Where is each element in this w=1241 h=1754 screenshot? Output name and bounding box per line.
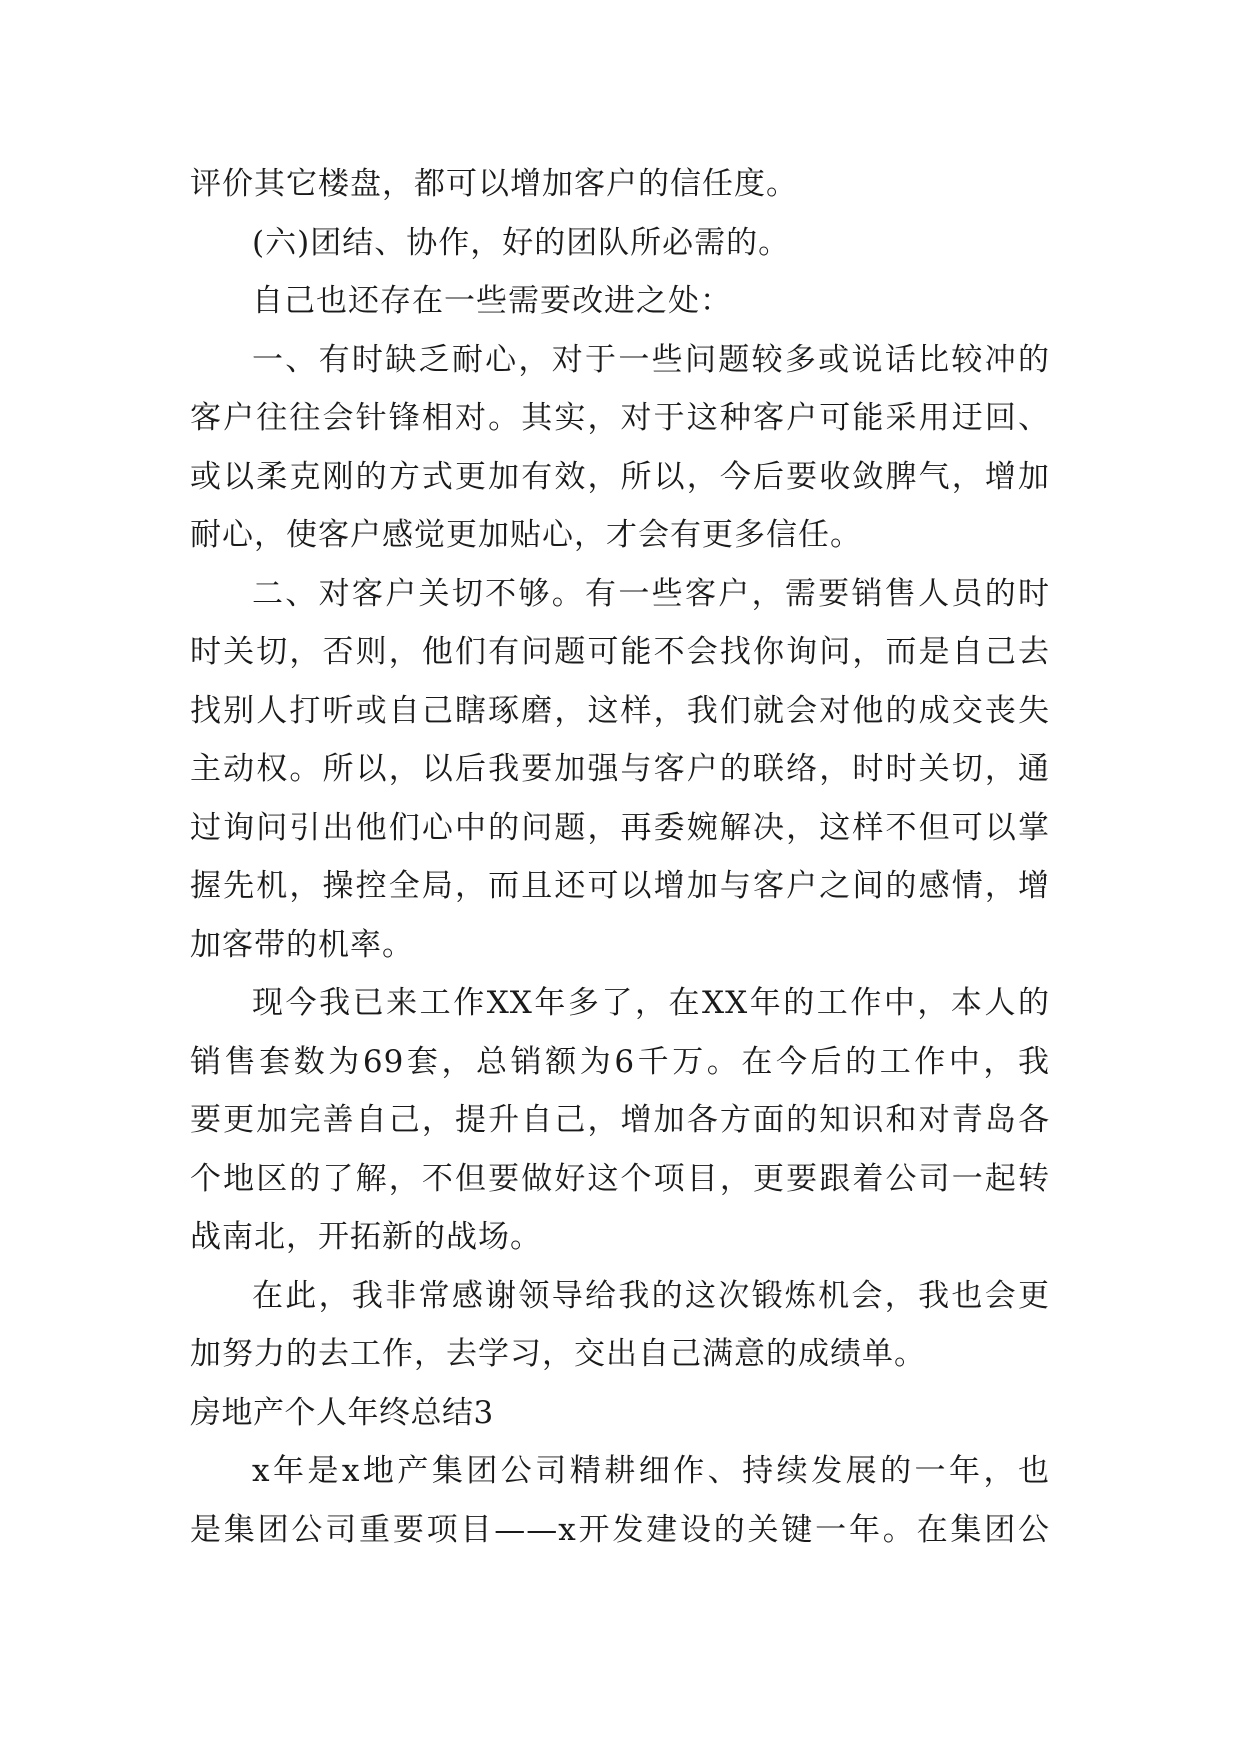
text-line: 个地区的了解，不但要做好这个项目，更要跟着公司一起转 (190, 1160, 1050, 1197)
text-line: 一、有时缺乏耐心，对于一些问题较多或说话比较冲的 (252, 341, 1050, 378)
text-line: 销售套数为69套，总销额为6千万。在今后的工作中，我 (190, 1043, 1050, 1080)
text-line: 要更加完善自己，提升自己，增加各方面的知识和对青岛各 (190, 1102, 1050, 1138)
text-line: 过询问引出他们心中的问题，再委婉解决，这样不但可以掌 (190, 809, 1050, 846)
text-line: 找别人打听或自己瞎琢磨，这样，我们就会对他的成交丧失 (190, 692, 1050, 729)
text-line: 客户往往会针锋相对。其实，对于这种客户可能采用迂回、 (190, 400, 1050, 436)
text-line: 加客带的机率。 (190, 926, 414, 963)
text-line: x年是x地产集团公司精耕细作、持续发展的一年，也 (252, 1453, 1050, 1489)
text-line: 耐心，使客户感觉更加贴心，才会有更多信任。 (190, 517, 862, 553)
document-body (190, 155, 1050, 1559)
text-line: 在此，我非常感谢领导给我的这次锻炼机会，我也会更 (252, 1277, 1050, 1314)
text-line: 是集团公司重要项目——x开发建设的关键一年。在集团公 (190, 1511, 1050, 1548)
text-line: 加努力的去工作，去学习，交出自己满意的成绩单。 (190, 1336, 926, 1372)
text-line: 握先机，操控全局，而且还可以增加与客户之间的感情，增 (190, 868, 1050, 904)
text-line: 二、对客户关切不够。有一些客户，需要销售人员的时 (252, 575, 1050, 612)
text-line: (六)团结、协作，好的团队所必需的。 (252, 224, 791, 261)
text-line: 现今我已来工作XX年多了，在XX年的工作中，本人的 (252, 985, 1050, 1021)
text-line: 自己也还存在一些需要改进之处： (252, 283, 732, 319)
text-line: 评价其它楼盘，都可以增加客户的信任度。 (190, 166, 798, 202)
text-line: 或以柔克刚的方式更加有效，所以，今后要收敛脾气，增加 (190, 458, 1050, 495)
section-heading: 房地产个人年终总结3 (190, 1394, 494, 1431)
text-line: 战南北，开拓新的战场。 (190, 1219, 542, 1255)
text-line: 时关切，否则，他们有问题可能不会找你询问，而是自己去 (190, 634, 1050, 670)
text-line: 主动权。所以，以后我要加强与客户的联络，时时关切，通 (190, 751, 1050, 787)
